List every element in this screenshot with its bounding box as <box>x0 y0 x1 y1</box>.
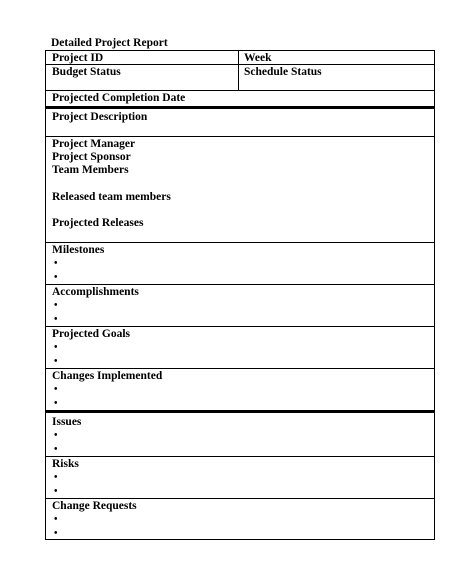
released-team-members-label: Released team members <box>52 191 171 203</box>
project-sponsor-label: Project Sponsor <box>52 151 131 163</box>
projected-completion-date-label: Projected Completion Date <box>52 92 186 104</box>
row-divider <box>46 498 434 499</box>
milestones-bullet: • <box>54 272 58 283</box>
projected-releases-label: Projected Releases <box>52 217 144 229</box>
milestones-bullet: • <box>54 258 58 269</box>
projected-goals-label: Projected Goals <box>52 328 131 340</box>
row-divider <box>46 136 434 137</box>
accomplishments-label: Accomplishments <box>52 286 139 298</box>
changes-implemented-bullet: • <box>54 384 58 395</box>
issues-label: Issues <box>52 416 82 428</box>
risks-bullet: • <box>54 472 58 483</box>
row-divider <box>46 242 434 243</box>
report-title: Detailed Project Report <box>51 37 168 49</box>
changes-implemented-bullet: • <box>54 398 58 409</box>
risks-bullet: • <box>54 486 58 497</box>
team-members-label: Team Members <box>52 164 129 176</box>
column-divider <box>238 51 239 91</box>
row-divider <box>46 326 434 327</box>
row-divider <box>46 284 434 285</box>
change-requests-bullet: • <box>54 528 58 539</box>
section-divider-thick <box>46 410 434 413</box>
row-divider <box>46 456 434 457</box>
project-id-label: Project ID <box>52 52 104 64</box>
change-requests-bullet: • <box>54 514 58 525</box>
issues-bullet: • <box>54 430 58 441</box>
issues-bullet: • <box>54 444 58 455</box>
project-manager-label: Project Manager <box>52 138 136 150</box>
schedule-status-label: Schedule Status <box>244 66 322 78</box>
report-table <box>45 50 435 540</box>
changes-implemented-label: Changes Implemented <box>52 370 163 382</box>
row-divider <box>46 90 434 91</box>
projected-goals-bullet: • <box>54 342 58 353</box>
accomplishments-bullet: • <box>54 300 58 311</box>
section-divider-thick <box>46 106 434 109</box>
accomplishments-bullet: • <box>54 314 58 325</box>
row-divider <box>46 368 434 369</box>
milestones-label: Milestones <box>52 244 105 256</box>
projected-goals-bullet: • <box>54 356 58 367</box>
budget-status-label: Budget Status <box>52 66 121 78</box>
week-label: Week <box>244 52 272 64</box>
row-divider <box>46 64 434 65</box>
change-requests-label: Change Requests <box>52 500 137 512</box>
risks-label: Risks <box>52 458 79 470</box>
project-description-label: Project Description <box>52 111 148 123</box>
